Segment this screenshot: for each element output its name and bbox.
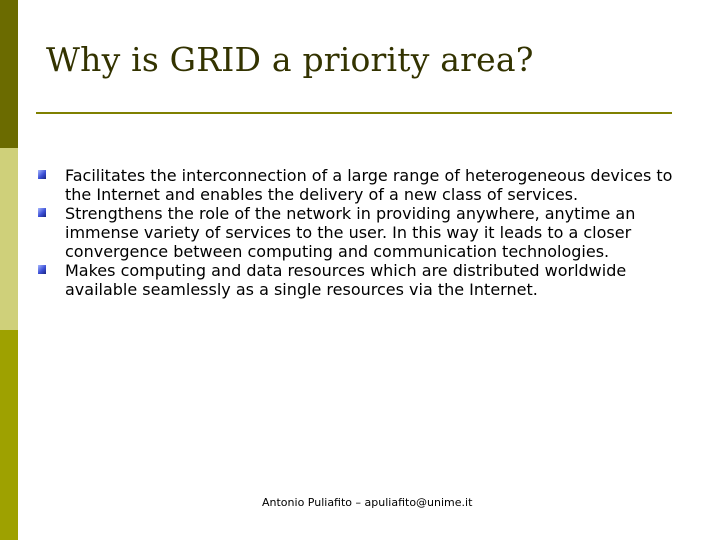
bullet-text: Makes computing and data resources which are distributed worldwide available seamlessly as a single resources via the Internet. (65, 261, 627, 299)
bullet-square-icon (38, 265, 46, 274)
slide-footer: Antonio Puliafito – apuliafito@unime.it (262, 496, 473, 509)
sidebar-bar (0, 0, 18, 540)
title-divider (36, 112, 672, 114)
sidebar-segment-dark (0, 0, 18, 148)
bullet-square-icon (38, 170, 46, 179)
bullet-item (38, 261, 678, 299)
bullet-text: Facilitates the interconnection of a large range of heterogeneous devices to the Internet and enables the delivery of a new class of services. (65, 166, 673, 204)
bullet-list (38, 166, 678, 299)
bullet-text: Strengthens the role of the network in providing anywhere, anytime an immense variety of services to the user. In this way it leads to a closer convergence between computing and communication technologies. (65, 204, 636, 261)
bullet-item (38, 204, 678, 261)
bullet-square-icon (38, 208, 46, 217)
sidebar-segment-medium (0, 330, 18, 540)
bullet-item (38, 166, 678, 204)
sidebar-segment-light (0, 148, 18, 330)
slide-title: Why is GRID a priority area? (46, 40, 534, 79)
